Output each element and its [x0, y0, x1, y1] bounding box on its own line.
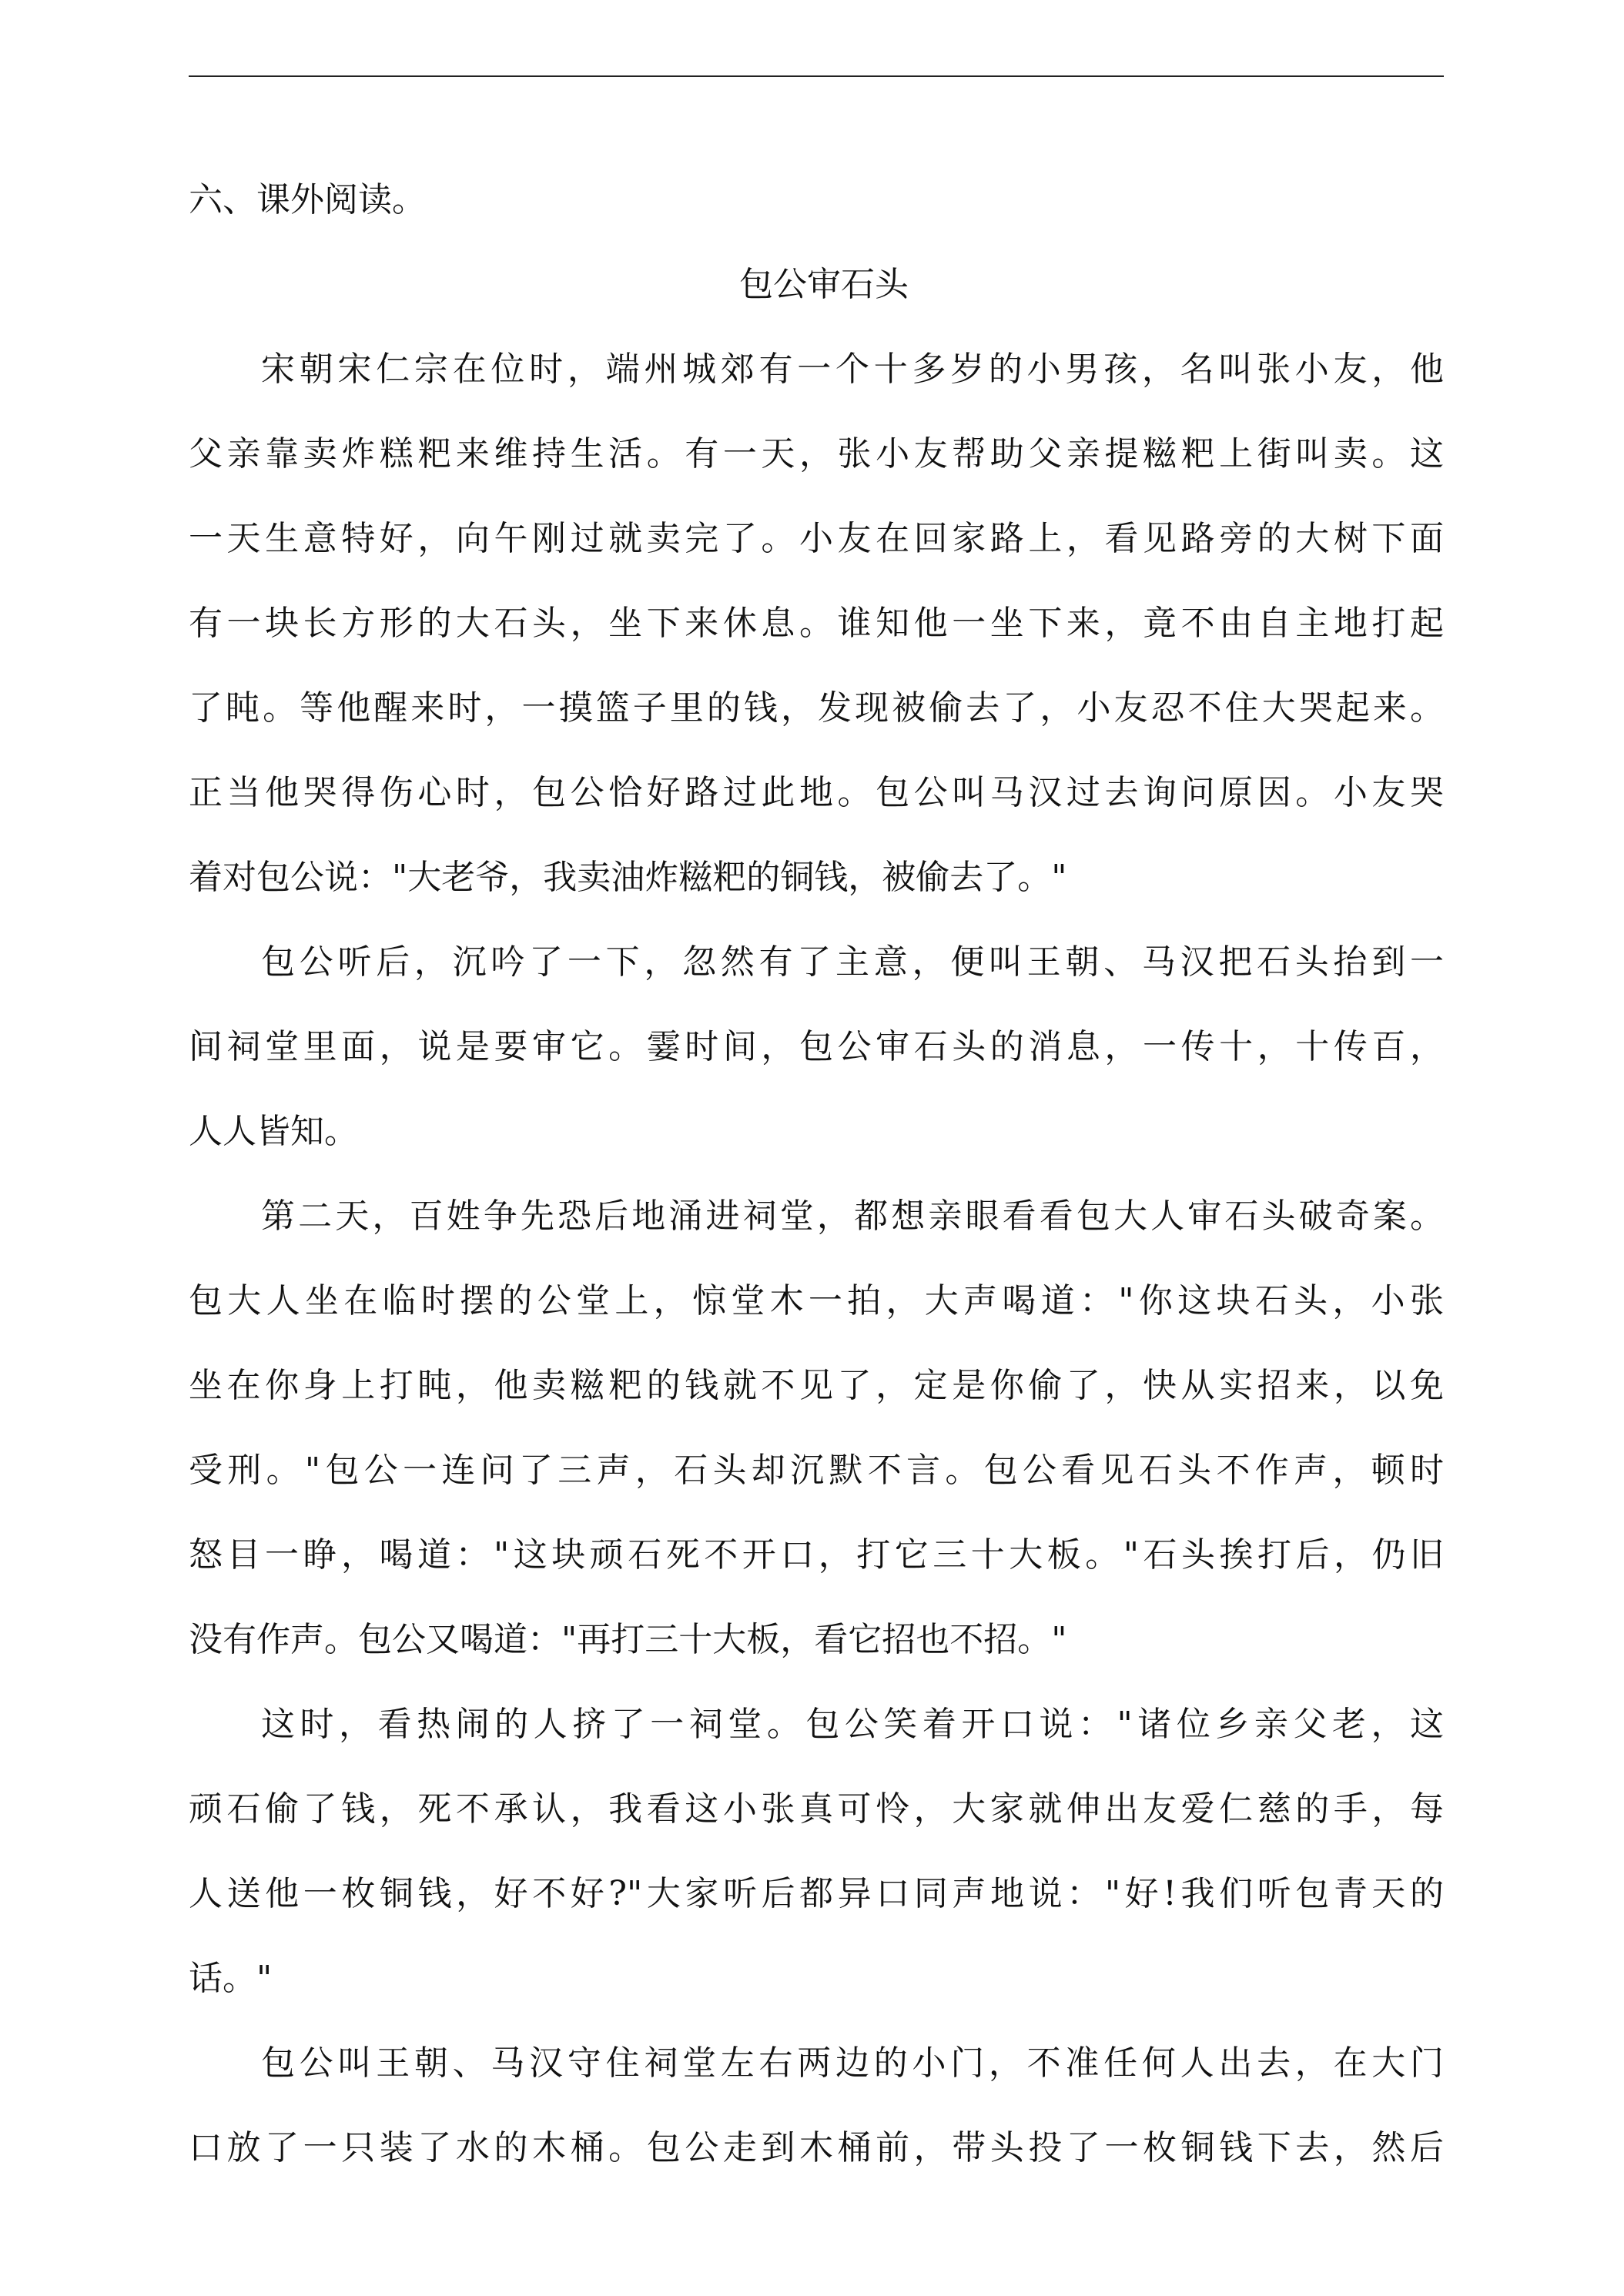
header-rule: [189, 75, 1444, 77]
paragraph-5: [189, 2021, 1444, 2191]
text-line: 坐在你身上打盹，他卖糍粑的钱就不见了，定是你偷了，快从实招来，以免: [189, 1366, 1444, 1405]
text-line: 话。": [189, 1959, 273, 1998]
paragraph-1: [189, 327, 1444, 920]
paragraph-4: [189, 1682, 1444, 2021]
article-title: 包公审石头: [739, 265, 909, 304]
text-line: 顽石偷了钱，死不承认，我看这小张真可怜，大家就伸出友爱仁慈的手，每: [189, 1789, 1444, 1829]
text-line: 父亲靠卖炸糕粑来维持生活。有一天，张小友帮助父亲提糍粑上街叫卖。这: [189, 434, 1444, 474]
document-body: [189, 158, 1444, 2191]
paragraph-3: [189, 1174, 1444, 1682]
text-line: 没有作声。包公又喝道："再打三十大板，看它招也不招。": [189, 1620, 1067, 1659]
text-line: 间祠堂里面，说是要审它。霎时间，包公审石头的消息，一传十，十传百，: [189, 1027, 1444, 1066]
paragraph-2: [189, 920, 1444, 1174]
text-line: 着对包公说："大老爷，我卖油炸糍粑的铜钱，被偷去了。": [189, 858, 1067, 897]
text-line: 人送他一枚铜钱，好不好?"大家听后都异口同声地说："好!我们听包青天的: [189, 1874, 1444, 1913]
text-line: 人人皆知。: [189, 1112, 358, 1151]
text-line: 第二天，百姓争先恐后地涌进祠堂，都想亲眼看看包大人审石头破奇案。: [261, 1197, 1444, 1236]
text-line: 怒目一睁，喝道："这块顽石死不开口，打它三十大板。"石头挨打后，仍旧: [189, 1535, 1444, 1575]
text-line: 正当他哭得伤心时，包公恰好路过此地。包公叫马汉过去询问原因。小友哭: [189, 773, 1444, 812]
text-line: 宋朝宋仁宗在位时，端州城郊有一个十多岁的小男孩，名叫张小友，他: [261, 350, 1444, 389]
text-line: 这时，看热闹的人挤了一祠堂。包公笑着开口说："诸位乡亲父老，这: [261, 1705, 1444, 1744]
text-line: 有一块长方形的大石头，坐下来休息。谁知他一坐下来，竟不由自主地打起: [189, 604, 1444, 643]
text-line: 包公听后，沉吟了一下，忽然有了主意，便叫王朝、马汉把石头抬到一: [261, 942, 1444, 982]
text-line: 包大人坐在临时摆的公堂上，惊堂木一拍，大声喝道："你这块石头，小张: [189, 1281, 1444, 1320]
text-line: 包公叫王朝、马汉守住祠堂左右两边的小门，不准任何人出去，在大门: [261, 2043, 1444, 2083]
text-line: 一天生意特好，向午刚过就卖完了。小友在回家路上，看见路旁的大树下面: [189, 519, 1444, 558]
text-line: 了盹。等他醒来时，一摸篮子里的钱，发现被偷去了，小友忍不住大哭起来。: [189, 688, 1444, 728]
text-line: 口放了一只装了水的木桶。包公走到木桶前，带头投了一枚铜钱下去，然后: [189, 2128, 1444, 2167]
section-heading: 六、课外阅读。: [189, 180, 426, 219]
text-line: 受刑。"包公一连问了三声，石头却沉默不言。包公看见石头不作声，顿时: [189, 1451, 1444, 1490]
